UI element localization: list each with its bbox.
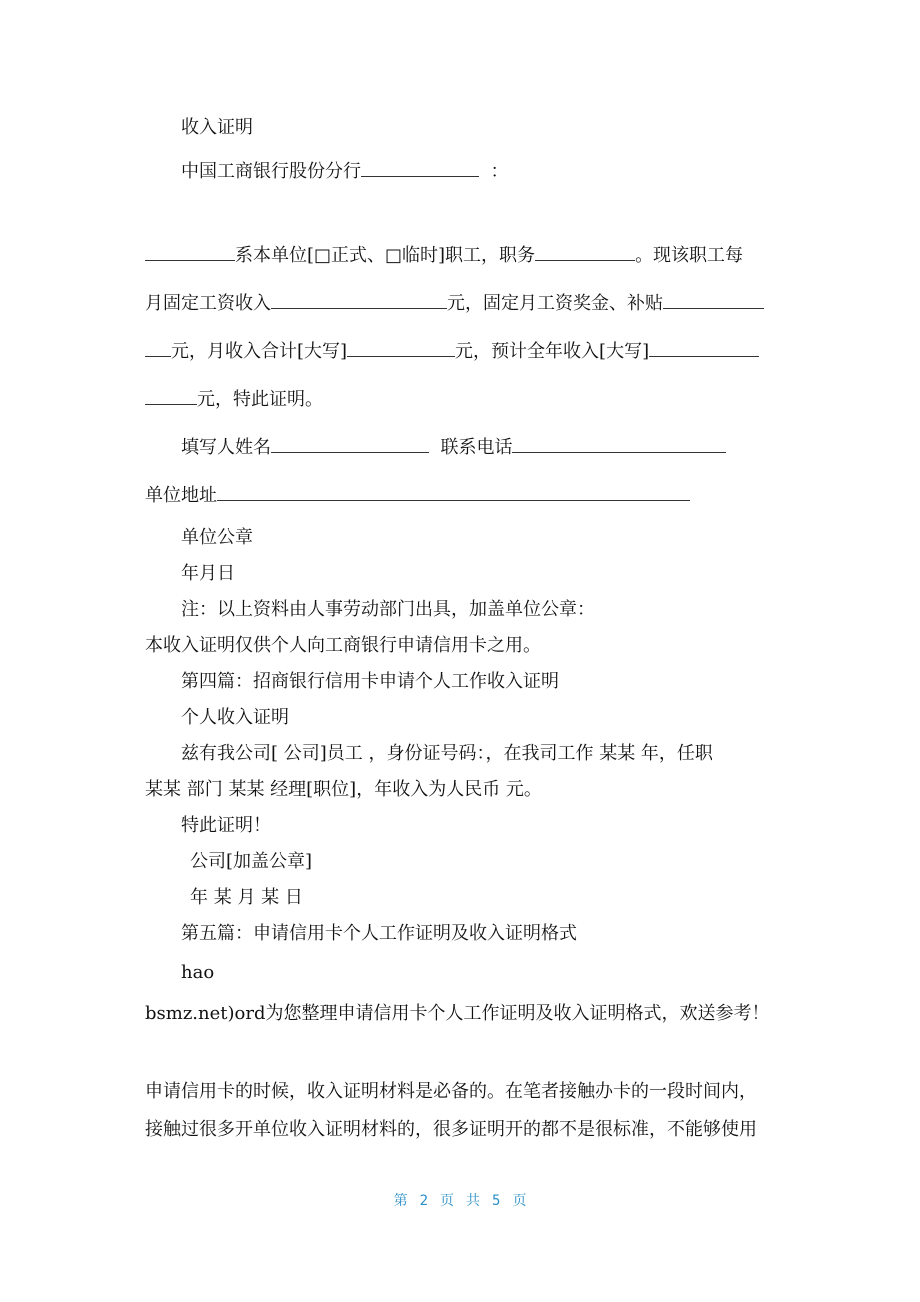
personal-body-line-1: 兹有我公司[ 公司]员工 ，身份证号码：，在我司工作 某某 年，任职 [181,743,713,764]
section-4-heading: 第四篇：招商银行信用卡申请个人工作收入证明 [181,671,559,692]
income-line-2-b: 元，固定月工资奖金、补贴 [447,293,663,314]
address-label: 单位地址 [145,485,217,506]
hereby-certify: 特此证明！ [181,815,271,836]
footer-total-pages: 5 [492,1193,501,1209]
address-blank [217,485,690,501]
addressee-text: 中国工商银行股份分行 [181,161,361,182]
monthly-total-blank [347,341,455,357]
income-line-3-b: 元，预计全年收入[大写] [455,341,650,362]
personal-body-line-2: 某某 部门 某某 经理[职位]，年收入为人民币 元。 [145,779,542,800]
note-line-2: 本收入证明仅供个人向工商银行申请信用卡之用。 [145,635,541,656]
date-label: 年月日 [181,563,235,584]
paragraph-line-2: 接触过很多开单位收入证明材料的，很多证明开的都不是很标准，不能够使用 [145,1119,757,1140]
company-seal-label: 公司[加盖公章] [190,851,313,872]
filler-name-blank [271,437,429,453]
income-line-1 [145,245,743,267]
income-line-3 [145,341,759,363]
seal-label: 单位公章 [181,527,253,548]
paragraph-line-1: 申请信用卡的时候，收入证明材料是必备的。在笔者接触办卡的一段时间内， [145,1081,757,1102]
addressee-line [181,161,508,183]
hao-text: hao [181,962,215,983]
income-line-2 [145,293,764,315]
income-line-1-a: 系本单位[□正式、□临时]职工，职务 [235,245,536,266]
page-footer [0,1190,920,1210]
branch-blank [361,161,479,177]
fixed-salary-blank [271,293,447,309]
doc-title: 收入证明 [181,117,253,138]
annual-total-blank-cont [145,389,197,405]
income-line-4 [145,389,323,411]
site-line: bsmz.net)ord为您整理申请信用卡个人工作证明及收入证明格式，欢送参考！ [145,1003,770,1024]
bonus-blank-cont [145,341,171,357]
bonus-blank [663,293,764,309]
annual-total-blank [649,341,759,357]
income-line-1-b: 。现该职工每 [635,245,744,266]
footer-ye: 页 [440,1193,454,1209]
address-line [145,485,690,507]
note-line-1: 注：以上资料由人事劳动部门出具，加盖单位公章： [181,599,595,620]
filler-name-label: 填写人姓名 [181,437,271,458]
income-line-2-a: 月固定工资收入 [145,293,271,314]
footer-ye-2: 页 [512,1193,527,1209]
footer-di: 第 [393,1193,408,1209]
addressee-colon: ： [490,161,509,182]
footer-page-number: 2 [419,1193,428,1209]
income-line-3-a: 元，月收入合计[大写] [171,341,348,362]
phone-blank [512,437,726,453]
employee-name-blank [145,245,235,261]
section-5-heading: 第五篇：申请信用卡个人工作证明及收入证明格式 [181,923,577,944]
filler-line [181,437,726,459]
date-line-2: 年 某 月 某 日 [190,887,303,908]
personal-income-title: 个人收入证明 [181,707,289,728]
income-line-4-text: 元，特此证明。 [197,389,323,410]
phone-label: 联系电话 [440,437,513,458]
footer-gong: 共 [466,1193,480,1209]
position-blank [535,245,635,261]
